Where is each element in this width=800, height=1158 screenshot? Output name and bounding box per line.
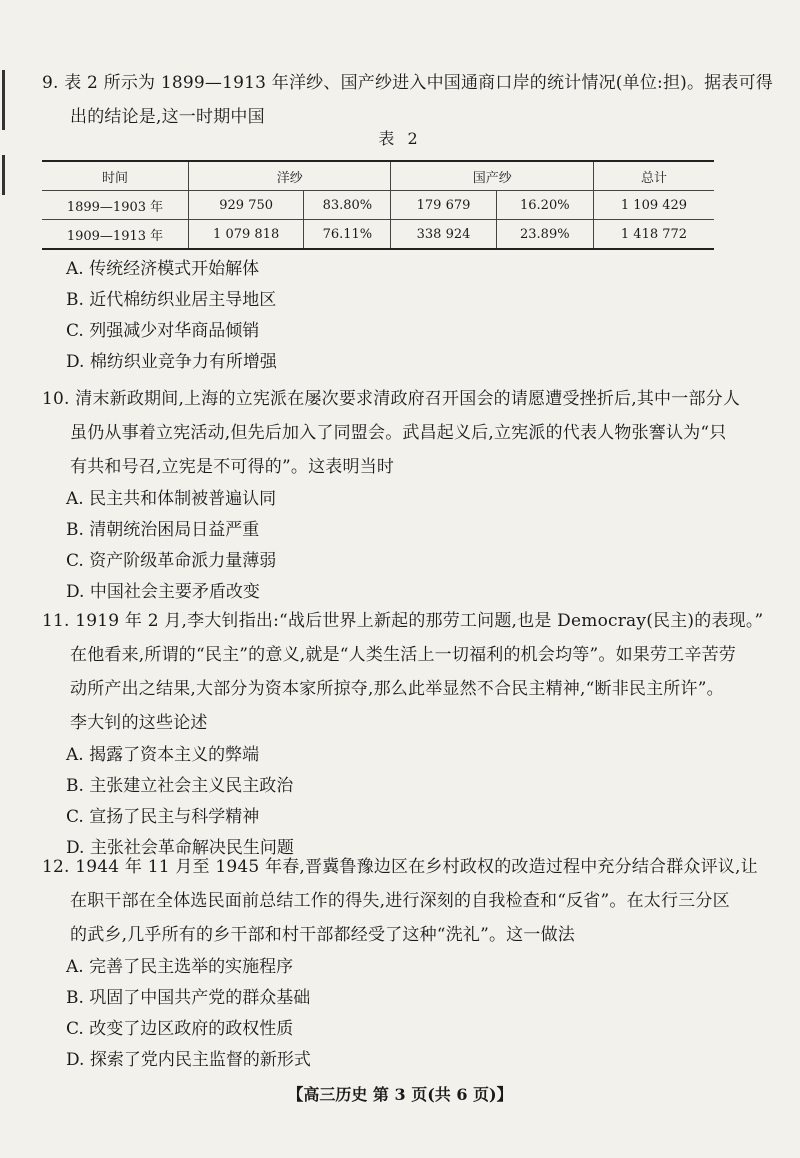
table-header-row [42, 161, 714, 191]
binding-mark [2, 155, 5, 195]
question-9-options [42, 254, 772, 378]
header-foreign-yarn: 洋纱 [189, 161, 391, 191]
header-time: 时间 [42, 161, 189, 191]
question-10 [42, 382, 772, 608]
table-row [42, 191, 714, 220]
question-11-line-3: 动所产出之结果,大部分为资本家所掠夺,那么此举显然不合民主精神,“断非民主所许”。 [70, 679, 724, 699]
binding-mark [2, 70, 5, 130]
question-9-line-1: 9. 表 2 所示为 1899—1913 年洋纱、国产纱进入中国通商口岸的统计情况(单位:担)。据表可得 [42, 73, 773, 93]
page-footer: 【高三历史 第 3 页(共 6 页)】 [287, 1085, 513, 1104]
option-c[interactable]: C. 资产阶级革命派力量薄弱 [66, 551, 277, 571]
option-c[interactable]: C. 宣扬了民主与科学精神 [66, 807, 260, 827]
option-b[interactable]: B. 主张建立社会主义民主政治 [66, 776, 294, 796]
question-11-line-2: 在他看来,所谓的“民主”的意义,就是“人类生活上一切福利的机会均等”。如果劳工辛苦劳 [70, 645, 736, 665]
question-9 [42, 66, 772, 134]
question-11 [42, 604, 772, 864]
option-c[interactable]: C. 改变了边区政府的政权性质 [66, 1019, 294, 1039]
yarn-statistics-table [42, 160, 714, 250]
cell-foreign-share: 76.11% [304, 220, 391, 250]
option-d[interactable]: D. 主张社会革命解决民生问题 [66, 838, 294, 858]
cell-total: 1 418 772 [594, 220, 715, 250]
question-12-line-2: 在职干部在全体选民面前总结工作的得失,进行深刻的自我检查和“反省”。在太行三分区 [70, 891, 730, 911]
cell-domestic-share: 16.20% [496, 191, 593, 220]
option-d[interactable]: D. 中国社会主要矛盾改变 [66, 582, 260, 602]
cell-total: 1 109 429 [594, 191, 715, 220]
question-9-line-2: 出的结论是,这一时期中国 [70, 107, 265, 127]
option-b[interactable]: B. 清朝统治困局日益严重 [66, 520, 260, 540]
question-10-line-1: 10. 清末新政期间,上海的立宪派在屡次要求清政府召开国会的请愿遭受挫折后,其中一部分人 [42, 389, 741, 409]
cell-domestic-amount: 179 679 [391, 191, 496, 220]
cell-foreign-share: 83.80% [304, 191, 391, 220]
question-10-line-3: 有共和号召,立宪是不可得的”。这表明当时 [70, 457, 395, 477]
cell-domestic-share: 23.89% [496, 220, 593, 250]
cell-foreign-amount: 929 750 [189, 191, 304, 220]
cell-domestic-amount: 338 924 [391, 220, 496, 250]
option-d[interactable]: D. 棉纺织业竞争力有所增强 [66, 352, 277, 372]
option-a[interactable]: A. 揭露了资本主义的弊端 [66, 745, 260, 765]
option-a[interactable]: A. 民主共和体制被普遍认同 [66, 489, 277, 509]
option-b[interactable]: B. 巩固了中国共产党的群众基础 [66, 988, 311, 1008]
cell-period: 1899—1903 年 [42, 191, 189, 220]
table-row [42, 220, 714, 250]
question-12 [42, 850, 772, 1076]
cell-period: 1909—1913 年 [42, 220, 189, 250]
question-11-line-1: 11. 1919 年 2 月,李大钊指出:“战后世界上新起的那劳工问题,也是 Democray(民主)的表现。” [42, 611, 764, 631]
header-total: 总计 [594, 161, 715, 191]
question-10-line-2: 虽仍从事着立宪活动,但先后加入了同盟会。武昌起义后,立宪派的代表人物张謇认为“只 [70, 423, 727, 443]
question-12-line-3: 的武乡,几乎所有的乡干部和村干部都经受了这种“洗礼”。这一做法 [70, 925, 575, 945]
option-d[interactable]: D. 探索了党内民主监督的新形式 [66, 1050, 311, 1070]
option-a[interactable]: A. 传统经济模式开始解体 [66, 259, 260, 279]
option-c[interactable]: C. 列强减少对华商品倾销 [66, 321, 260, 341]
table-title: 表 2 [378, 129, 422, 148]
question-11-line-4: 李大钊的这些论述 [70, 713, 208, 733]
question-12-line-1: 12. 1944 年 11 月至 1945 年春,晋冀鲁豫边区在乡村政权的改造过程中充分结合群众评议,让 [42, 857, 758, 877]
option-a[interactable]: A. 完善了民主选举的实施程序 [66, 957, 294, 977]
cell-foreign-amount: 1 079 818 [189, 220, 304, 250]
header-domestic-yarn: 国产纱 [391, 161, 594, 191]
option-b[interactable]: B. 近代棉纺织业居主导地区 [66, 290, 277, 310]
